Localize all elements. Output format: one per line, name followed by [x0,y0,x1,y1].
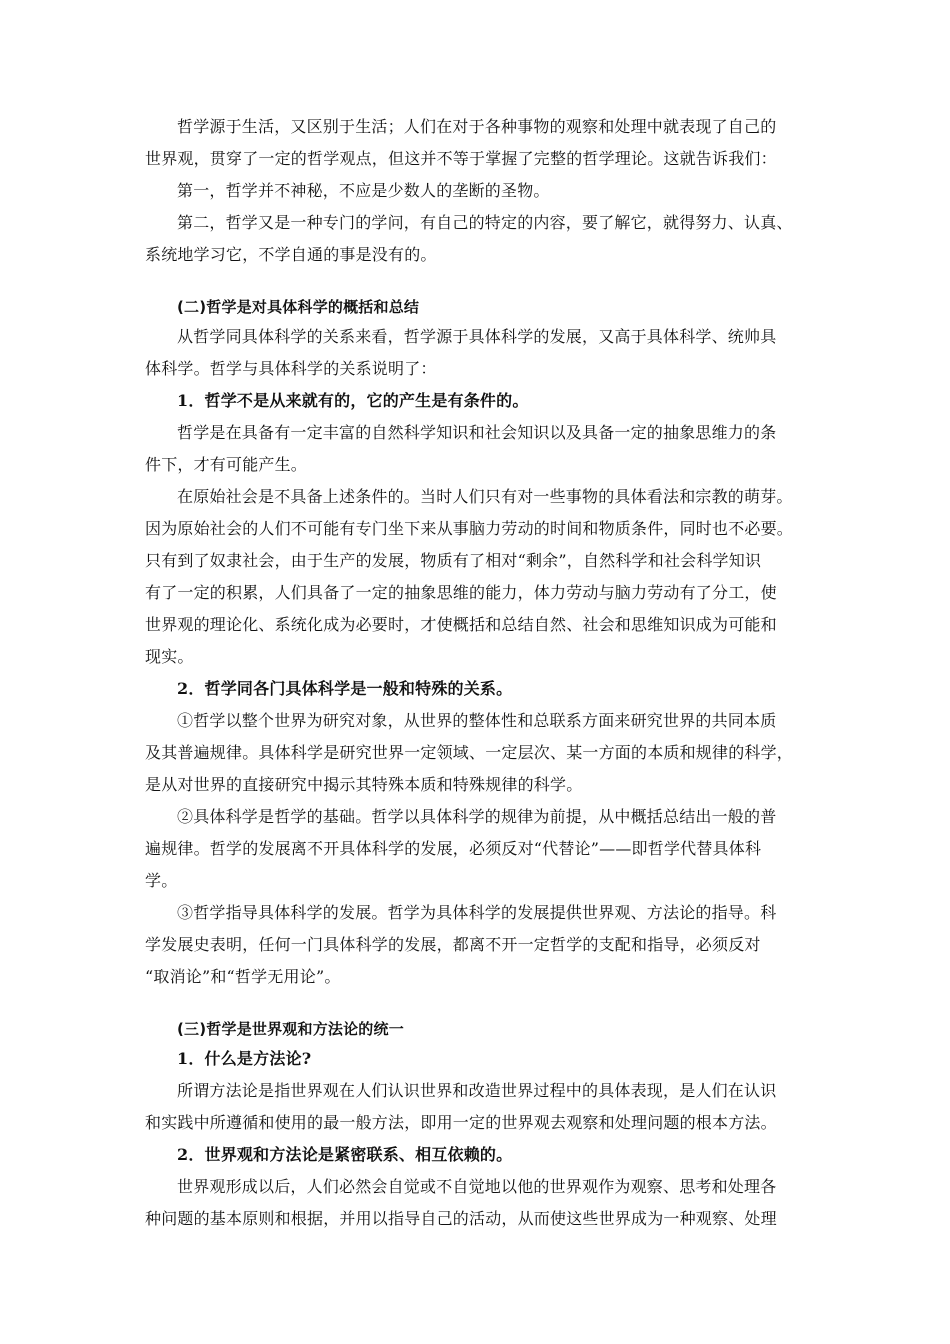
paragraph-line: 件下，才有可能产生。 [145,455,308,474]
paragraph-line: “取消论”和“哲学无用论”。 [145,967,341,986]
paragraph-line: 从哲学同具体科学的关系来看，哲学源于具体科学的发展，又高于具体科学、统帅具 [177,327,777,346]
paragraph-line: 学。 [145,871,178,890]
subheading: 2．世界观和方法论是紧密联系、相互依赖的。 [177,1145,513,1164]
section-heading: (三)哲学是世界观和方法论的统一 [177,1020,404,1038]
paragraph-line: ③哲学指导具体科学的发展。哲学为具体科学的发展提供世界观、方法论的指导。科 [177,903,777,922]
paragraph-line: 现实。 [145,647,194,666]
paragraph-line: 第二，哲学又是一种专门的学问，有自己的特定的内容，要了解它，就得努力、认真、 [177,213,793,232]
paragraph-line: 哲学源于生活，又区别于生活；人们在对于各种事物的观察和处理中就表现了自己的 [177,117,777,136]
subheading: 1．哲学不是从来就有的，它的产生是有条件的。 [177,391,529,410]
paragraph-line: 是从对世界的直接研究中揭示其特殊本质和特殊规律的科学。 [145,775,583,794]
paragraph-line: 种问题的基本原则和根据，并用以指导自己的活动，从而使这些世界成为一种观察、处理 [145,1209,777,1228]
paragraph-line: 遍规律。哲学的发展离不开具体科学的发展，必须反对“代替论”——即哲学代替具体科 [145,839,762,858]
paragraph-line: 学发展史表明，任何一门具体科学的发展，都离不开一定哲学的支配和指导，必须反对 [145,935,761,954]
paragraph-line: 世界观的理论化、系统化成为必要时，才使概括和总结自然、社会和思维知识成为可能和 [145,615,777,634]
paragraph-line: 因为原始社会的人们不可能有专门坐下来从事脑力劳动的时间和物质条件，同时也不必要。 [145,519,794,538]
paragraph-line: 世界观形成以后，人们必然会自觉或不自觉地以他的世界观作为观察、思考和处理各 [177,1177,777,1196]
paragraph-line: ①哲学以整个世界为研究对象，从世界的整体性和总联系方面来研究世界的共同本质 [177,711,777,730]
paragraph-line: 哲学是在具备有一定丰富的自然科学知识和社会知识以及具备一定的抽象思维力的条 [177,423,777,442]
subheading: 1．什么是方法论? [177,1049,312,1068]
paragraph-line: 及其普遍规律。具体科学是研究世界一定领域、一定层次、某一方面的本质和规律的科学， [145,743,794,762]
paragraph-line: 所谓方法论是指世界观在人们认识世界和改造世界过程中的具体表现，是人们在认识 [177,1081,777,1100]
subheading: 2．哲学同各门具体科学是一般和特殊的关系。 [177,679,513,698]
paragraph-line: 和实践中所遵循和使用的最一般方法，即用一定的世界观去观察和处理问题的根本方法。 [145,1113,777,1132]
paragraph-line: 体科学。哲学与具体科学的关系说明了： [145,359,437,378]
paragraph-line: 系统地学习它，不学自通的事是没有的。 [145,245,437,264]
paragraph-line: ②具体科学是哲学的基础。哲学以具体科学的规律为前提，从中概括总结出一般的普 [177,807,777,826]
paragraph-line: 世界观，贯穿了一定的哲学观点，但这并不等于掌握了完整的哲学理论。这就告诉我们： [145,149,777,168]
paragraph-line: 只有到了奴隶社会，由于生产的发展，物质有了相对“剩余”，自然科学和社会科学知识 [145,551,762,570]
paragraph-line: 在原始社会是不具备上述条件的。当时人们只有对一些事物的具体看法和宗教的萌芽。 [177,487,793,506]
paragraph-line: 第一，哲学并不神秘，不应是少数人的垄断的圣物。 [177,181,550,200]
paragraph-line: 有了一定的积累，人们具备了一定的抽象思维的能力，体力劳动与脑力劳动有了分工，使 [145,583,777,602]
section-heading: (二)哲学是对具体科学的概括和总结 [177,298,420,316]
